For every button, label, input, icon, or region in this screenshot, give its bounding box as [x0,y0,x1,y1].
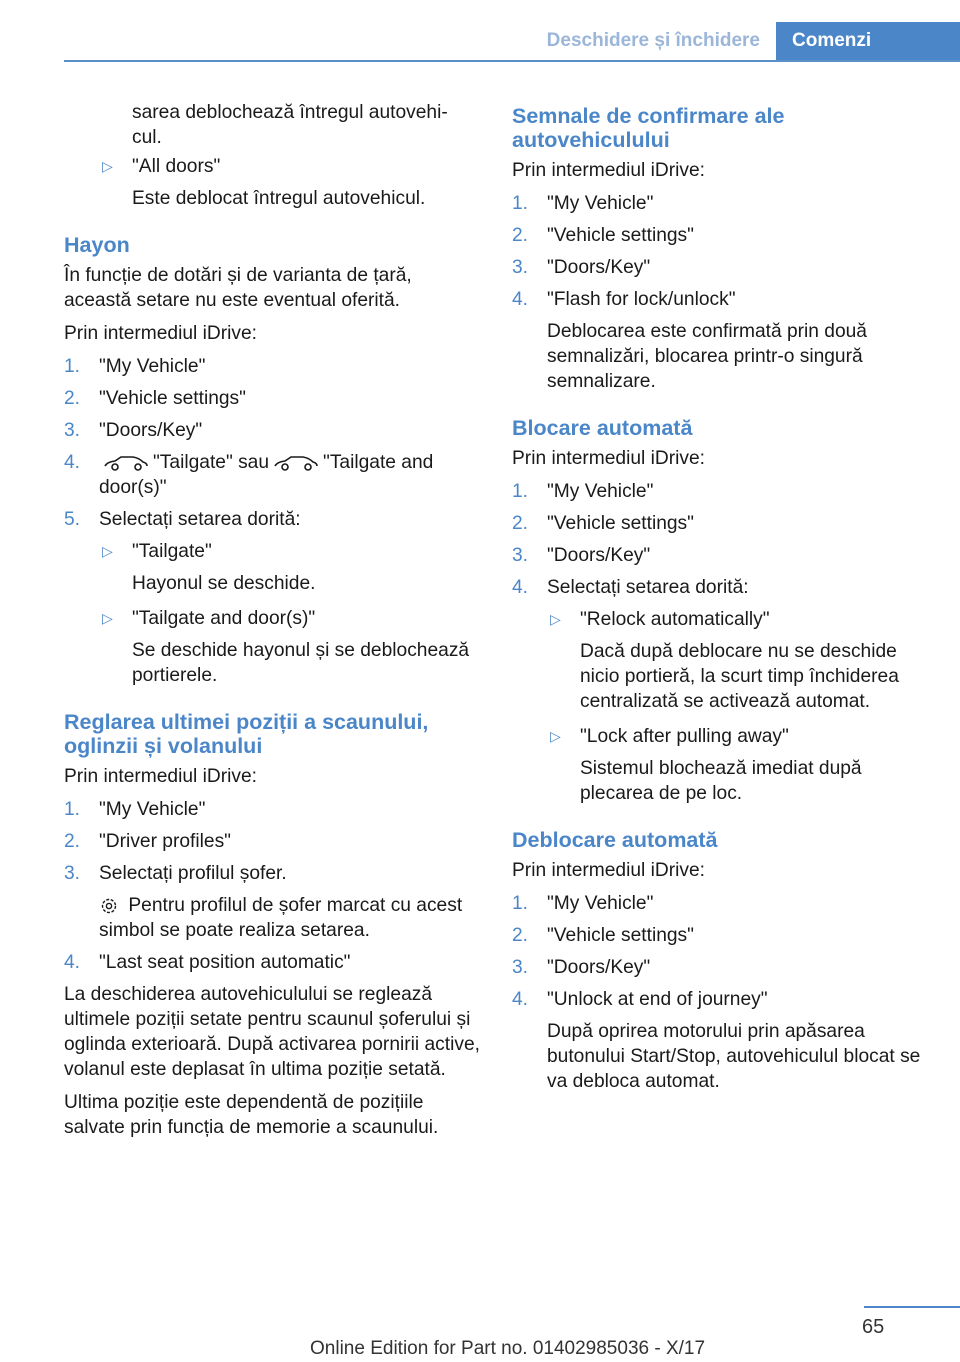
tailgate-door-desc: Se deschide hayonul și se deblochează portierele. [132,640,470,686]
list-item: 3. "Doors/Key" [512,545,651,566]
triangle-right-icon: ▷ [102,158,113,174]
list-item: 3. "Doors/Key" [512,257,651,278]
car-tailgate-door-icon [273,454,319,472]
section-title-autounlock: Deblocare automată [512,828,718,852]
seat-paragraph: La deschiderea autovehiculului se reglează ultimele poziții setate pentru scaunul șoferului și oglinda exterioară. După activarea pornirii active, volanul este deplasat în ultima poziție setată. [64,984,480,1080]
profile-note: Pentru profilul de șofer marcat cu acest simbol se poate realiza setarea. [99,895,463,941]
option-tailgate-door: ▷ "Tailgate and door(s)" [102,608,316,629]
left-column [64,100,480,1148]
option-tailgate: ▷ "Tailgate" [102,541,212,562]
list-item: 2. "Vehicle settings" [64,388,246,409]
option-relock: ▷ "Relock automatically" [550,609,770,630]
section-title-autolock: Blocare automată [512,416,693,440]
list-item: 1. "My Vehicle" [512,481,654,502]
list-item: 3. Selectați profilul șofer. [64,863,287,884]
list-item: 2. "Driver profiles" [64,831,231,852]
triangle-right-icon: ▷ [550,611,561,627]
gear-profile-icon [99,896,119,916]
triangle-right-icon: ▷ [550,728,561,744]
autolock-idrive: Prin intermediul iDrive: [512,448,705,469]
autounlock-idrive: Prin intermediul iDrive: [512,860,705,881]
list-item: 4. "Unlock at end of journey" [512,989,768,1010]
list-item: 4. "Last seat position automatic" [64,952,351,973]
relock-desc: Dacă după deblocare nu se deschide nicio portieră, la scurt timp închiderea centralizată se activează automat. [580,641,899,712]
section-title-seat: Reglarea ultimei poziții a scaunului, oglinzii și volanului [64,710,429,758]
list-item: 4. Selectați setarea dorită: [512,577,749,598]
list-item: 1. "My Vehicle" [64,799,206,820]
list-item: 3. "Doors/Key" [64,420,203,441]
hayon-idrive: Prin intermediul iDrive: [64,323,257,344]
confirm-desc: Deblocarea este confirmată prin două semnalizări, blocarea printr-o singură semnalizare. [547,321,867,392]
car-tailgate-icon [103,454,149,472]
edition-note: Online Edition for Part no. 01402985036 - X/17 [310,1338,706,1359]
triangle-right-icon: ▷ [102,543,113,559]
list-item: 2. "Vehicle settings" [512,925,694,946]
footer-rule [864,1306,960,1308]
right-column [512,100,928,1101]
list-item: 1. "My Vehicle" [64,356,206,377]
page-header [64,22,960,62]
list-item: 2. "Vehicle settings" [512,513,694,534]
section-tab: Comenzi [776,22,960,60]
list-item: 4. "Tailgate" sau "Tailgate and door(s)" [64,452,434,498]
hayon-paragraph: În funcție de dotări și de varianta de țară, această setare nu este eventual oferită. [64,265,412,311]
section-title-hayon: Hayon [64,233,130,257]
autounlock-desc: După oprirea motorului prin apăsarea butonului Start/Stop, autovehiculul blocat se va debloca automat. [547,1021,921,1092]
lock-away-desc: Sistemul blochează imediat după plecarea de pe loc. [580,758,862,804]
tailgate-desc: Hayonul se deschide. [132,573,316,594]
list-item: 5. Selectați setarea dorită: [64,509,301,530]
option-lock-away: ▷ "Lock after pulling away" [550,726,789,747]
page-number: 65 [862,1316,885,1338]
all-doors-desc: Este deblocat întregul autovehicul. [132,188,426,209]
list-item: 3. "Doors/Key" [512,957,651,978]
breadcrumb: Deschidere și închidere [546,30,760,51]
section-title-confirm: Semnale de confirmare ale autovehiculului [512,104,785,152]
seat-paragraph-2: Ultima poziție este dependentă de pozițiile salvate prin funcția de memorie a scaunului. [64,1092,439,1138]
confirm-idrive: Prin intermediul iDrive: [512,160,705,181]
seat-idrive: Prin intermediul iDrive: [64,766,257,787]
continued-text: sarea deblochează întregul autovehi- cul. [132,102,448,148]
list-item: 4. "Flash for lock/unlock" [512,289,736,310]
list-item: 1. "My Vehicle" [512,893,654,914]
option-all-doors: ▷ "All doors" [102,156,221,177]
list-item: 1. "My Vehicle" [512,193,654,214]
triangle-right-icon: ▷ [102,610,113,626]
list-item: 2. "Vehicle settings" [512,225,694,246]
